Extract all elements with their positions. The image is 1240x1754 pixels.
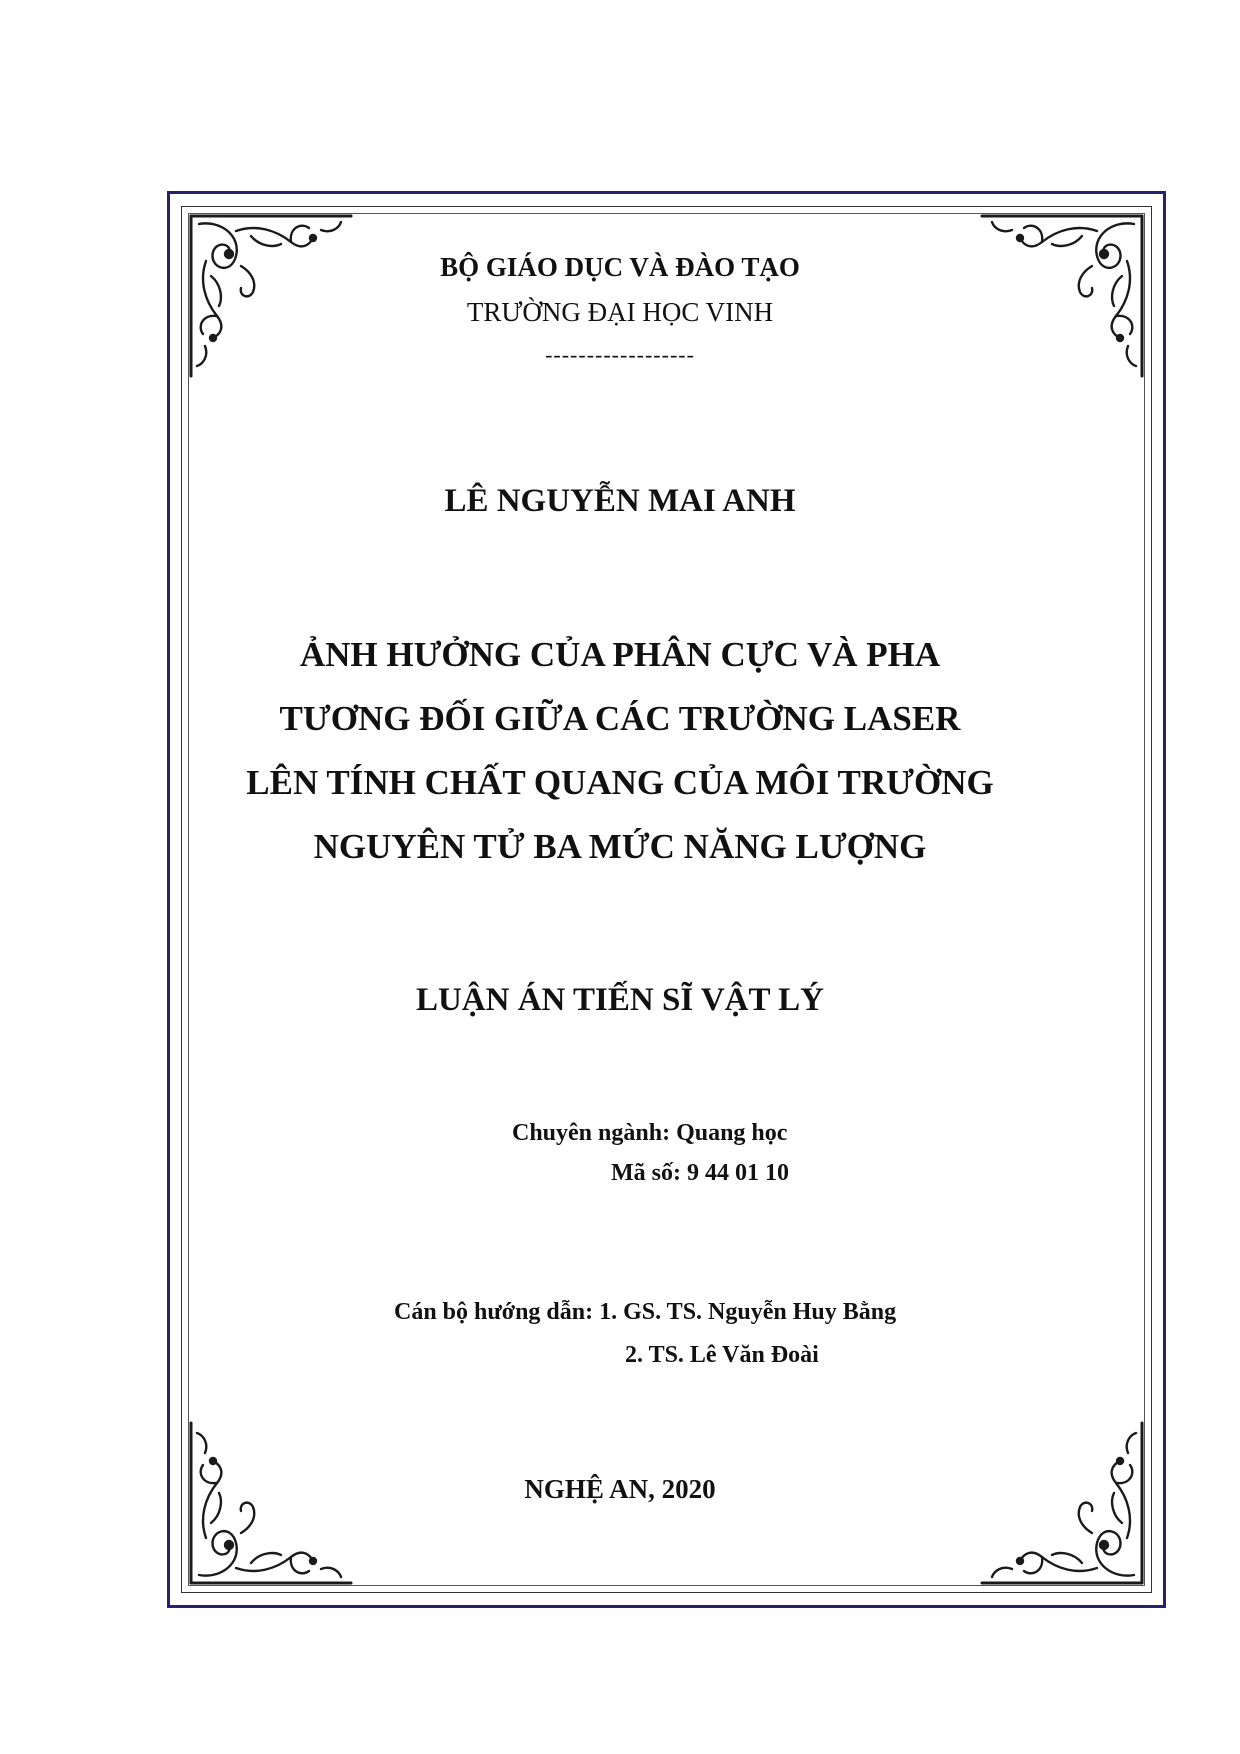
specialization-label: Chuyên ngành: Quang học bbox=[512, 1120, 788, 1146]
thesis-title-line-4: NGUYÊN TỬ BA MỨC NĂNG LƯỢNG bbox=[313, 827, 927, 866]
thesis-title-line-3: LÊN TÍNH CHẤT QUANG CỦA MÔI TRƯỜNG bbox=[246, 763, 994, 802]
supervisor-line-1: Cán bộ hướng dẫn: 1. GS. TS. Nguyễn Huy Bằng bbox=[394, 1299, 897, 1325]
thesis-title-line-1: ẢNH HƯỞNG CỦA PHÂN CỰC VÀ PHA bbox=[299, 635, 941, 674]
author-name: LÊ NGUYỄN MAI ANH bbox=[444, 483, 796, 519]
specialization-code: Mã số: 9 44 01 10 bbox=[611, 1160, 789, 1186]
place-and-year: NGHỆ AN, 2020 bbox=[524, 1474, 716, 1504]
degree-type: LUẬN ÁN TIẾN SĨ VẬT LÝ bbox=[415, 982, 825, 1018]
ministry-name: BỘ GIÁO DỤC VÀ ĐÀO TẠO bbox=[440, 252, 800, 282]
inner-frame-border bbox=[181, 206, 1152, 1593]
supervisor-line-2: 2. TS. Lê Văn Đoài bbox=[625, 1342, 819, 1368]
university-name: TRƯỜNG ĐẠI HỌC VINH bbox=[466, 297, 774, 327]
header-separator: ------------------ bbox=[545, 342, 695, 367]
thesis-title-line-2: TƯƠNG ĐỐI GIỮA CÁC TRƯỜNG LASER bbox=[279, 699, 961, 738]
